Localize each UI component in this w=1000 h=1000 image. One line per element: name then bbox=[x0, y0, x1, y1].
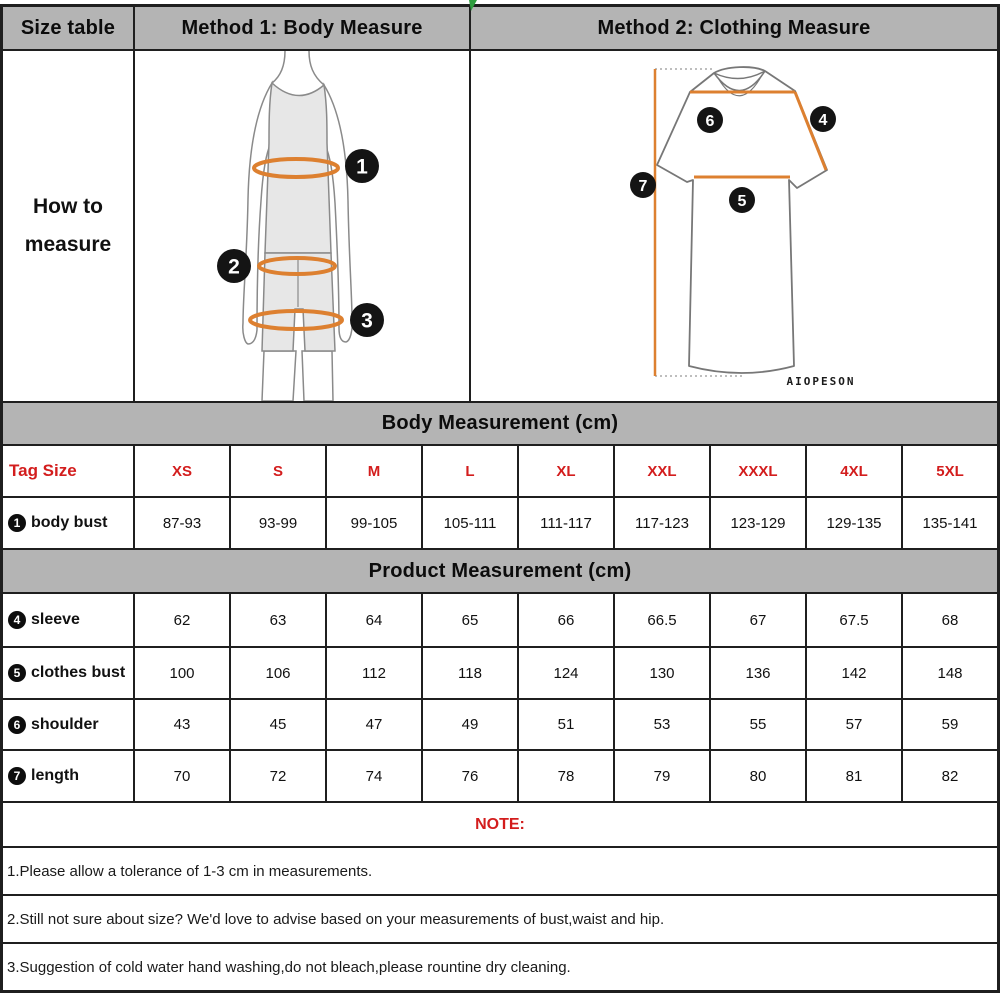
body-bust-value: 123-129 bbox=[711, 498, 807, 548]
svg-text:4: 4 bbox=[818, 111, 828, 129]
marker-3 bbox=[350, 303, 384, 337]
sleeve-value: 68 bbox=[941, 611, 959, 629]
shoulder-value: 57 bbox=[807, 700, 903, 749]
clothes-bust-label: 5 clothes bust bbox=[3, 648, 135, 698]
body-bust-value: 111-117 bbox=[519, 498, 615, 548]
clothes-bust-value: 118 bbox=[423, 648, 519, 698]
body-figure-drawing bbox=[135, 51, 469, 401]
tshirt-body bbox=[657, 67, 827, 373]
body-measure-illustration bbox=[135, 51, 471, 401]
body-bust-value: 129-135 bbox=[807, 498, 903, 548]
clothes-bust-value: 100 bbox=[135, 648, 231, 698]
clothes-bust-value: 142 bbox=[807, 648, 903, 698]
how-to-measure-label bbox=[3, 51, 135, 401]
shoulder-value: 59 bbox=[941, 716, 959, 733]
size-header-row bbox=[3, 446, 997, 498]
length-row bbox=[3, 751, 997, 803]
length-value: 80 bbox=[711, 751, 807, 801]
shoulder-value: 55 bbox=[711, 700, 807, 749]
size-chart-table bbox=[0, 4, 1000, 993]
note-row-1 bbox=[3, 848, 997, 896]
note-title: NOTE: bbox=[475, 815, 525, 833]
shoulder-value: 45 bbox=[231, 700, 327, 749]
size-col-s: S bbox=[231, 446, 327, 496]
sleeve-label: 4 sleeve bbox=[3, 594, 135, 646]
size-col-xxl: XXL bbox=[615, 446, 711, 496]
clothes-bust-value: 112 bbox=[327, 648, 423, 698]
length-label: 7 length bbox=[3, 751, 135, 801]
note-text-2: 2.Still not sure about size? We'd love to advise based on your measurements of bust,waist and hip. bbox=[7, 910, 665, 928]
sleeve-value: 62 bbox=[135, 594, 231, 646]
size-table-title: Size table bbox=[3, 7, 135, 49]
size-col-xs: XS bbox=[135, 446, 231, 496]
size-col-4xl: 4XL bbox=[807, 446, 903, 496]
size-col-l: L bbox=[423, 446, 519, 496]
marker-7 bbox=[630, 172, 656, 198]
body-bust-value: 135-141 bbox=[922, 514, 978, 532]
length-value: 74 bbox=[327, 751, 423, 801]
length-value: 81 bbox=[807, 751, 903, 801]
sleeve-value: 65 bbox=[423, 594, 519, 646]
svg-text:6: 6 bbox=[705, 112, 715, 130]
size-col-xl: XL bbox=[519, 446, 615, 496]
sleeve-value: 63 bbox=[231, 594, 327, 646]
note-title-row bbox=[3, 803, 997, 848]
body-bust-label: 1 body bust bbox=[3, 498, 135, 548]
length-value: 78 bbox=[519, 751, 615, 801]
body-bust-value: 87-93 bbox=[135, 498, 231, 548]
shoulder-value: 47 bbox=[327, 700, 423, 749]
how-to-line2: measure bbox=[24, 233, 112, 256]
note-row-3 bbox=[3, 944, 997, 990]
svg-text:2: 2 bbox=[228, 255, 240, 279]
clothes-bust-value: 124 bbox=[519, 648, 615, 698]
how-to-line1: How to bbox=[33, 195, 103, 218]
clothes-bust-value: 148 bbox=[937, 664, 963, 682]
marker-1 bbox=[345, 149, 379, 183]
marker-4 bbox=[810, 106, 836, 132]
clothes-bust-row bbox=[3, 648, 997, 700]
sleeve-value: 66.5 bbox=[615, 594, 711, 646]
marker-6 bbox=[697, 107, 723, 133]
shoulder-value: 49 bbox=[423, 700, 519, 749]
method1-title: Method 1: Body Measure bbox=[135, 7, 471, 49]
size-col-xxxl: XXXL bbox=[711, 446, 807, 496]
product-measurement-bar bbox=[3, 550, 997, 594]
body-measurement-title: Body Measurement (cm) bbox=[3, 403, 997, 444]
marker-2 bbox=[217, 249, 251, 283]
note-text-3: 3.Suggestion of cold water hand washing,do not bleach,please rountine dry cleaning. bbox=[7, 958, 571, 976]
sleeve-row bbox=[3, 594, 997, 648]
svg-text:1: 1 bbox=[356, 155, 368, 179]
green-corner-mark-icon bbox=[465, 0, 481, 12]
svg-text:3: 3 bbox=[361, 309, 373, 333]
tank-top bbox=[265, 83, 331, 253]
marker-5 bbox=[729, 187, 755, 213]
note-row-2 bbox=[3, 896, 997, 944]
note-text-1: 1.Please allow a tolerance of 1-3 cm in measurements. bbox=[7, 862, 373, 880]
sleeve-value: 67.5 bbox=[807, 594, 903, 646]
size-col-m: M bbox=[327, 446, 423, 496]
brand-text: AIOPESON bbox=[786, 375, 856, 388]
shoulder-value: 53 bbox=[615, 700, 711, 749]
shoulder-value: 43 bbox=[135, 700, 231, 749]
badge-4: 4 bbox=[8, 611, 26, 629]
right-leg bbox=[302, 351, 333, 401]
badge-7: 7 bbox=[8, 767, 26, 785]
length-value: 70 bbox=[135, 751, 231, 801]
body-bust-value: 99-105 bbox=[327, 498, 423, 548]
badge-5: 5 bbox=[8, 664, 26, 682]
body-bust-value: 93-99 bbox=[231, 498, 327, 548]
top-header-row bbox=[3, 7, 997, 51]
length-value: 79 bbox=[615, 751, 711, 801]
clothes-bust-value: 130 bbox=[615, 648, 711, 698]
length-value: 76 bbox=[423, 751, 519, 801]
badge-1: 1 bbox=[8, 514, 26, 532]
length-value: 82 bbox=[941, 767, 959, 785]
how-to-measure-row bbox=[3, 51, 997, 403]
body-measurement-bar bbox=[3, 403, 997, 446]
product-measurement-title: Product Measurement (cm) bbox=[3, 550, 997, 592]
length-value: 72 bbox=[231, 751, 327, 801]
clothes-bust-value: 106 bbox=[231, 648, 327, 698]
shoulder-value: 51 bbox=[519, 700, 615, 749]
svg-text:7: 7 bbox=[638, 177, 648, 195]
sleeve-value: 64 bbox=[327, 594, 423, 646]
svg-text:5: 5 bbox=[737, 192, 747, 210]
body-bust-value: 105-111 bbox=[423, 498, 519, 548]
left-leg bbox=[262, 351, 296, 401]
badge-6: 6 bbox=[8, 716, 26, 734]
clothing-measure-illustration bbox=[471, 51, 997, 401]
shoulder-row bbox=[3, 700, 997, 751]
tag-size-header: Tag Size bbox=[3, 446, 135, 496]
body-bust-value: 117-123 bbox=[615, 498, 711, 548]
size-col-5xl: 5XL bbox=[936, 462, 964, 480]
clothes-bust-value: 136 bbox=[711, 648, 807, 698]
method2-title: Method 2: Clothing Measure bbox=[471, 7, 997, 49]
sleeve-value: 67 bbox=[711, 594, 807, 646]
shoulder-label: 6 shoulder bbox=[3, 700, 135, 749]
body-bust-row bbox=[3, 498, 997, 550]
tshirt-drawing bbox=[471, 51, 993, 401]
sleeve-value: 66 bbox=[519, 594, 615, 646]
